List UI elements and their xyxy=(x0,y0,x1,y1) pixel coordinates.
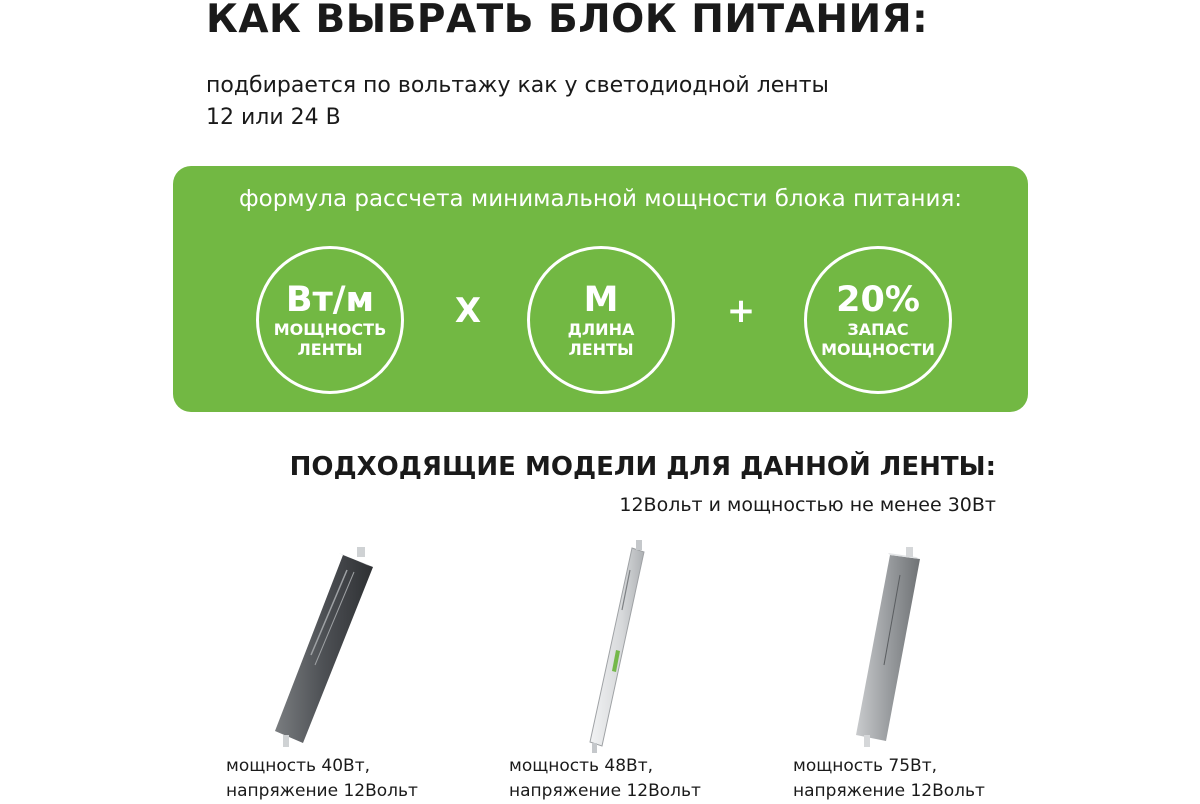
page-subtitle xyxy=(206,70,829,134)
power-supply-dark-icon xyxy=(255,545,385,750)
models-title: ПОДХОДЯЩИЕ МОДЕЛИ ДЛЯ ДАННОЙ ЛЕНТЫ: xyxy=(289,452,996,482)
page-title: КАК ВЫБРАТЬ БЛОК ПИТАНИЯ: xyxy=(206,0,929,42)
formula-term-length xyxy=(527,246,675,394)
formula-term-power-per-meter xyxy=(256,246,404,394)
term-label-line1: ЗАПАС xyxy=(847,320,909,339)
formula-term-reserve xyxy=(804,246,952,394)
product-power: мощность 48Вт, xyxy=(509,756,654,776)
term-label-line2: ЛЕНТЫ xyxy=(568,340,634,359)
term-value: 20% xyxy=(836,280,920,320)
term-label-line1: ДЛИНА xyxy=(567,320,635,339)
term-label-line2: МОЩНОСТИ xyxy=(821,340,935,359)
subtitle-line-2: 12 или 24 В xyxy=(206,105,341,130)
term-value: Вт/м xyxy=(285,280,375,320)
product-voltage: напряжение 12Вольт xyxy=(793,781,985,801)
multiply-operator: Х xyxy=(454,291,482,331)
power-supply-silver-icon xyxy=(840,545,930,750)
power-supply-slim-icon xyxy=(570,540,660,755)
product-power: мощность 75Вт, xyxy=(793,756,938,776)
product-caption-48w xyxy=(509,754,701,804)
subtitle-line-1: подбирается по вольтажу как у светодиодной ленты xyxy=(206,73,829,98)
term-label-line2: ЛЕНТЫ xyxy=(297,340,363,359)
term-value: М xyxy=(583,280,619,320)
product-power: мощность 40Вт, xyxy=(226,756,371,776)
product-caption-40w xyxy=(226,754,418,804)
plus-operator: + xyxy=(726,291,756,331)
models-subtitle: 12Вольт и мощностью не менее 30Вт xyxy=(619,494,996,516)
formula-caption: формула рассчета минимальной мощности блока питания: xyxy=(238,186,963,212)
product-voltage: напряжение 12Вольт xyxy=(226,781,418,801)
term-label-line1: МОЩНОСТЬ xyxy=(273,320,387,339)
product-caption-75w xyxy=(793,754,985,804)
product-voltage: напряжение 12Вольт xyxy=(509,781,701,801)
formula-panel xyxy=(173,166,1028,412)
